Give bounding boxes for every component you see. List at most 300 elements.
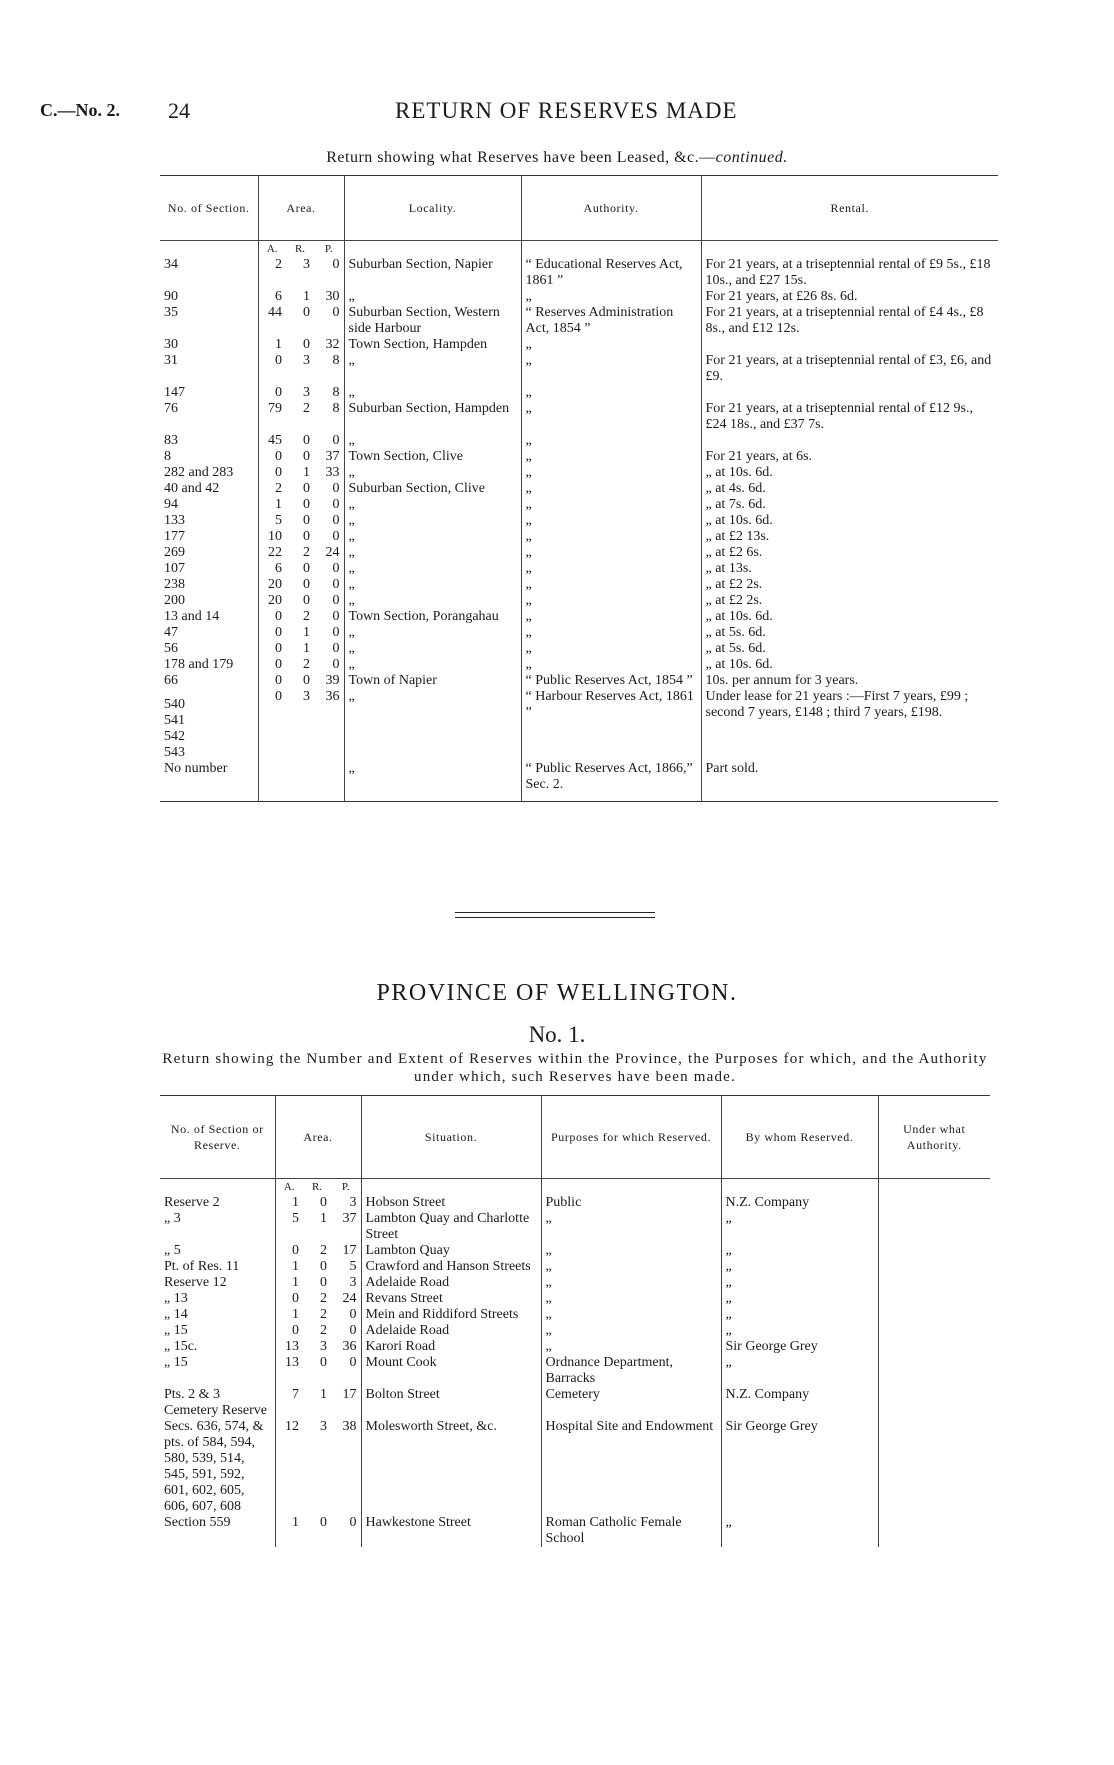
locality: „ [344,561,521,577]
table-row [160,529,998,545]
area-acres: 20 [258,577,286,593]
rental: „ at 10s. 6d. [701,513,998,529]
reserved-by: „ [721,1323,878,1339]
table-row [160,641,998,657]
authority: „ [521,449,701,465]
table-row [160,545,998,561]
area-roods: 1 [320,1387,327,1402]
authority: „ [521,465,701,481]
area-perches [314,761,344,802]
area-perches: 30 [325,289,340,304]
area-acres: 45 [258,433,286,449]
area-acres: 0 [258,673,286,689]
authority [878,1243,990,1259]
area-roods: 0 [320,1515,327,1530]
purpose: „ [541,1211,721,1243]
table1-caption-text: Return showing what Reserves have been Leased, &c.— [326,149,716,166]
leased-reserves-table [160,175,998,802]
area-acres: 0 [258,641,286,657]
reserved-by: N.Z. Company [721,1387,878,1419]
area-roods: 2 [320,1307,327,1322]
situation: Mein and Riddiford Streets [361,1307,541,1323]
separator-rule [455,917,655,918]
area-acres: 0 [258,689,286,761]
rental: „ at 10s. 6d. [701,657,998,673]
authority: „ [521,641,701,657]
area-perches: 36 [342,1339,357,1354]
locality: „ [344,593,521,609]
section-number: 35 [164,305,178,320]
reserved-by: Sir George Grey [721,1339,878,1355]
area-perches: 8 [332,401,340,416]
area-roods: 0 [303,673,310,688]
area-acres: 44 [258,305,286,337]
reserve-number: Reserve 12 [164,1275,227,1290]
locality: „ [344,385,521,401]
wellington-reserves-table [160,1095,990,1547]
situation: Molesworth Street, &c. [361,1419,541,1515]
rental: For 21 years, at £26 8s. 6d. [701,289,998,305]
locality: „ [344,545,521,561]
authority [878,1259,990,1275]
table-row [160,305,998,337]
locality: Suburban Section, Clive [344,481,521,497]
rental: „ at £2 6s. [701,545,998,561]
area-acres: 0 [258,657,286,673]
authority: „ [521,609,701,625]
area-perches: 0 [332,305,340,320]
section-number: 30 [164,337,178,352]
situation: Lambton Quay [361,1243,541,1259]
area-perches: 17 [342,1243,357,1258]
area-perches: 24 [342,1291,357,1306]
purpose: Ordnance Department, Barracks [541,1355,721,1387]
area-roods: 3 [303,353,310,368]
reserved-by: „ [721,1307,878,1323]
area-roods: 1 [303,625,310,640]
table-row [160,337,998,353]
rental: „ at £2 13s. [701,529,998,545]
section-number: 178 and 179 [164,657,234,672]
section-number: 83 [164,433,178,448]
rental: For 21 years, at 6s. [701,449,998,465]
authority [878,1307,990,1323]
locality: „ [344,433,521,449]
locality: Town of Napier [344,673,521,689]
table-row [160,1291,990,1307]
rental: For 21 years, at a triseptennial rental of £4 4s., £8 8s., and £12 12s. [701,305,998,337]
unit-acres: A. [275,1179,303,1196]
area-perches: 33 [325,465,340,480]
header-area: Area. [258,176,344,241]
section-number: 94 [164,497,178,512]
locality: „ [344,289,521,305]
area-roods: 3 [303,385,310,400]
table-row [160,1307,990,1323]
table-row [160,593,998,609]
authority: „ [521,545,701,561]
situation: Adelaide Road [361,1275,541,1291]
area-roods: 0 [320,1195,327,1210]
section-number: 177 [164,529,185,544]
table-row [160,1259,990,1275]
locality: „ [344,657,521,673]
area-acres: 2 [258,257,286,289]
section-number: 541 [164,713,185,728]
table-row [160,1195,990,1211]
area-acres: 20 [258,593,286,609]
section-number: 543 [164,745,185,760]
authority: „ [521,353,701,385]
purpose: „ [541,1323,721,1339]
table-row-group [160,689,998,761]
table-row [160,1211,990,1243]
area-roods: 2 [303,609,310,624]
locality: Suburban Section, Western side Harbour [344,305,521,337]
area-perches: 0 [332,481,340,496]
table1-caption-continued: continued. [715,149,788,166]
table-row [160,465,998,481]
locality: „ [344,641,521,657]
table-row [160,353,998,385]
area-roods: 2 [303,401,310,416]
table-row [160,401,998,433]
reserved-by: „ [721,1275,878,1291]
area-acres: 5 [258,513,286,529]
authority: „ [521,577,701,593]
area-acres: 2 [258,481,286,497]
purpose: Cemetery [541,1387,721,1419]
section-number: No number [164,761,228,776]
area-acres: 7 [275,1387,303,1419]
authority: “ Harbour Reserves Act, 1861 ” [521,689,701,761]
locality: Suburban Section, Hampden [344,401,521,433]
table-row [160,1323,990,1339]
header-situation: Situation. [361,1096,541,1179]
area-perches: 0 [332,513,340,528]
area-roods: 0 [303,577,310,592]
area-roods: 3 [320,1339,327,1354]
header-section: No. of Section. [160,176,258,241]
header-authority: Under what Authority. [878,1096,990,1179]
purpose: Public [541,1195,721,1211]
reserve-number: „ 3 [164,1211,181,1226]
locality: „ [344,577,521,593]
area-roods [286,761,314,802]
authority: „ [521,529,701,545]
situation: Revans Street [361,1291,541,1307]
situation: Mount Cook [361,1355,541,1387]
area-perches: 36 [325,689,340,704]
authority: „ [521,513,701,529]
table-row [160,513,998,529]
purpose: Roman Catholic Female School [541,1515,721,1547]
area-perches: 0 [332,497,340,512]
area-roods: 2 [320,1291,327,1306]
table-row [160,609,998,625]
area-perches: 0 [332,625,340,640]
reserve-number: Reserve 2 [164,1195,220,1210]
reserve-number: Pts. 2 & 3 Cemetery Reserve [164,1387,268,1418]
table-row [160,673,998,689]
locality: „ [344,497,521,513]
reserved-by: „ [721,1211,878,1243]
area-perches: 3 [349,1275,357,1290]
header-reserve: No. of Section or Reserve. [160,1096,275,1179]
authority [878,1387,990,1419]
area-acres: 0 [275,1291,303,1307]
reserved-by: „ [721,1515,878,1547]
area-acres: 0 [275,1243,303,1259]
area-acres: 0 [258,449,286,465]
rental: „ at 7s. 6d. [701,497,998,513]
authority: „ [521,401,701,433]
area-acres: 0 [258,385,286,401]
section-number: 133 [164,513,185,528]
table-row [160,625,998,641]
purpose: „ [541,1259,721,1275]
rental: For 21 years, at a triseptennial rental of £9 5s., £18 10s., and £27 15s. [701,257,998,289]
table-row [160,289,998,305]
area-acres: 13 [275,1339,303,1355]
area-perches: 39 [325,673,340,688]
locality: „ [344,353,521,385]
section-number: 40 and 42 [164,481,220,496]
section-number: 269 [164,545,185,560]
reserved-by: Sir George Grey [721,1419,878,1515]
area-acres: 22 [258,545,286,561]
table-row [160,1355,990,1387]
header-authority: Authority. [521,176,701,241]
area-acres: 1 [258,337,286,353]
rental: 10s. per annum for 3 years. [701,673,998,689]
area-perches: 0 [349,1307,357,1322]
area-acres: 1 [258,497,286,513]
table1-caption [0,149,1114,167]
reserve-number: Pt. of Res. 11 [164,1259,240,1274]
reserved-by: „ [721,1259,878,1275]
table-row [160,1243,990,1259]
locality: „ [344,761,521,802]
area-roods: 2 [303,657,310,672]
reserve-number: „ 14 [164,1307,188,1322]
rental: Under lease for 21 years :—First 7 years, £99 ; second 7 years, £148 ; third 7 years, £198. [701,689,998,761]
area-perches: 0 [332,609,340,624]
rental: „ at 5s. 6d. [701,641,998,657]
authority: „ [521,657,701,673]
area-perches: 0 [332,433,340,448]
area-perches: 0 [349,1355,357,1370]
header-area: Area. [275,1096,361,1179]
leased-reserves-body [160,241,998,802]
unit-roods: R. [311,1181,323,1193]
locality: „ [344,625,521,641]
purpose: „ [541,1291,721,1307]
area-acres: 6 [258,561,286,577]
locality: Town Section, Clive [344,449,521,465]
area-roods: 3 [320,1419,327,1434]
area-roods: 0 [303,529,310,544]
area-perches: 37 [342,1211,357,1226]
authority: “ Public Reserves Act, 1854 ” [521,673,701,689]
area-perches: 0 [349,1515,357,1530]
authority: „ [521,433,701,449]
locality: „ [344,689,521,761]
authority [878,1291,990,1307]
table-row [160,433,998,449]
area-acres: 0 [258,465,286,481]
area-roods: 1 [320,1211,327,1226]
header-locality: Locality. [344,176,521,241]
rental: „ at 13s. [701,561,998,577]
section-number-group [160,689,258,761]
area-roods: 1 [303,289,310,304]
table-row [160,1387,990,1419]
unit-perches: P. [324,243,333,255]
table-row [160,761,998,802]
area-roods: 0 [303,593,310,608]
section-number: 66 [164,673,178,688]
table-row [160,497,998,513]
area-acres: 1 [275,1275,303,1291]
situation: Karori Road [361,1339,541,1355]
section-number: 147 [164,385,185,400]
area-perches: 0 [332,577,340,592]
area-perches: 8 [332,353,340,368]
section-number: 34 [164,257,178,272]
locality: „ [344,529,521,545]
situation: Hobson Street [361,1195,541,1211]
locality: „ [344,465,521,481]
purpose: „ [541,1275,721,1291]
authority: “ Reserves Administration Act, 1854 ” [521,305,701,337]
authority [878,1419,990,1515]
authority: „ [521,289,701,305]
rental: „ at 5s. 6d. [701,625,998,641]
authority [878,1515,990,1547]
page-title: RETURN OF RESERVES MADE [395,98,738,123]
area-acres: 13 [275,1355,303,1387]
area-acres: 0 [275,1323,303,1339]
authority: „ [521,481,701,497]
page-number: 24 [168,98,190,123]
authority [878,1323,990,1339]
locality: Town Section, Hampden [344,337,521,353]
situation: Crawford and Hanson Streets [361,1259,541,1275]
section-number: 542 [164,729,185,744]
rental: „ at 10s. 6d. [701,609,998,625]
authority: „ [521,385,701,401]
area-perches: 0 [332,529,340,544]
rental: „ at 4s. 6d. [701,481,998,497]
area-acres: 10 [258,529,286,545]
table-row [160,385,998,401]
table-row [160,1275,990,1291]
section-number: 47 [164,625,178,640]
area-roods: 0 [303,433,310,448]
section-number: 8 [164,449,171,464]
rental: „ at £2 2s. [701,593,998,609]
purpose: Hospital Site and Endowment [541,1419,721,1515]
situation: Adelaide Road [361,1323,541,1339]
area-perches: 0 [332,593,340,608]
area-perches: 0 [332,641,340,656]
authority: „ [521,497,701,513]
purpose: „ [541,1307,721,1323]
area-roods: 0 [303,497,310,512]
situation: Lambton Quay and Charlotte Street [361,1211,541,1243]
rental [701,385,998,401]
header-purposes: Purposes for which Reserved. [541,1096,721,1179]
area-perches: 0 [332,657,340,672]
area-acres: 1 [275,1259,303,1275]
area-perches: 5 [349,1259,357,1274]
rental: Part sold. [701,761,998,802]
purpose: „ [541,1339,721,1355]
reserve-number: „ 15 [164,1355,188,1370]
area-roods: 0 [303,481,310,496]
unit-roods: R. [294,243,306,255]
area-acres: 1 [275,1195,303,1211]
header-rental: Rental. [701,176,998,241]
authority: „ [521,625,701,641]
area-acres: 0 [258,609,286,625]
area-perches: 0 [349,1323,357,1338]
area-roods: 0 [303,449,310,464]
section-number: 56 [164,641,178,656]
reserved-by: „ [721,1355,878,1387]
area-roods: 0 [320,1259,327,1274]
area-roods: 2 [303,545,310,560]
rental: „ at 10s. 6d. [701,465,998,481]
section-number: 238 [164,577,185,592]
rental: „ at £2 2s. [701,577,998,593]
province-heading: PROVINCE OF WELLINGTON. [376,980,738,1006]
section-number: 31 [164,353,178,368]
area-perches: 17 [342,1387,357,1402]
area-acres: 1 [275,1307,303,1323]
area-roods: 1 [303,641,310,656]
area-roods: 0 [320,1355,327,1370]
area-roods: 0 [303,561,310,576]
area-perches: 32 [325,337,340,352]
rental: For 21 years, at a triseptennial rental of £3, £6, and £9. [701,353,998,385]
reserved-by: „ [721,1243,878,1259]
locality: „ [344,513,521,529]
situation: Bolton Street [361,1387,541,1419]
area-acres: 0 [258,625,286,641]
table-row [160,449,998,465]
section-number: 90 [164,289,178,304]
area-perches: 0 [332,257,340,272]
situation: Hawkestone Street [361,1515,541,1547]
authority: “ Public Reserves Act, 1866,” Sec. 2. [521,761,701,802]
area-roods: 3 [303,257,310,272]
authority: “ Educational Reserves Act, 1861 ” [521,257,701,289]
table2-caption: Return showing the Number and Extent of Reserves within the Province, the Purposes for which, and the Authority under which, such Reserves have been made. [162,1051,988,1085]
separator-rule [455,912,655,913]
authority: „ [521,337,701,353]
return-number: No. 1. [528,1022,586,1047]
reserve-number: „ 15 [164,1323,188,1338]
area-roods: 2 [320,1323,327,1338]
document-reference: C.—No. 2. [40,100,120,120]
reserve-number: „ 13 [164,1291,188,1306]
reserve-number: Secs. 636, 574, & pts. of 584, 594, 580, 539, 514, 545, 591, 592, 601, 602, 605, 606, 607, 608 [164,1419,264,1514]
area-perches: 8 [332,385,340,400]
authority [878,1275,990,1291]
area-roods: 0 [303,337,310,352]
